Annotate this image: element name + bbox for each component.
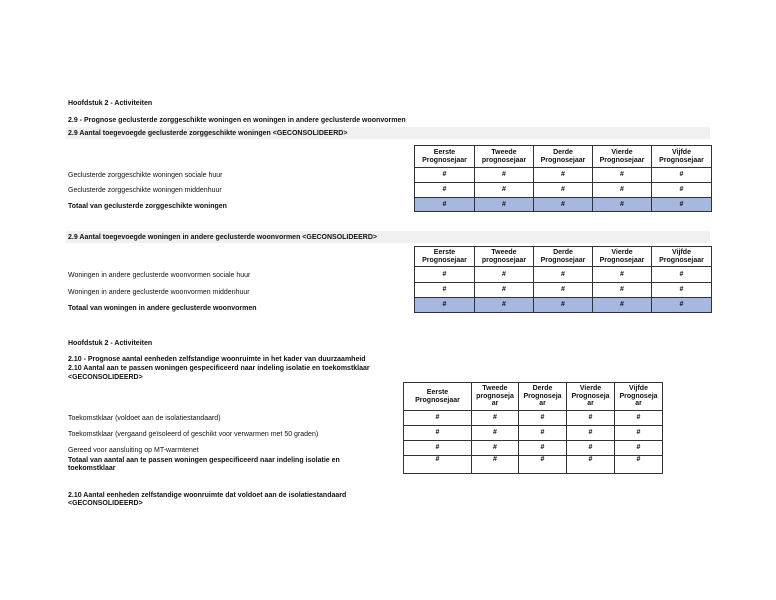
data-table — [414, 246, 712, 313]
total-cell: # — [472, 456, 519, 474]
total-cell: # — [475, 298, 534, 313]
table-header-row — [415, 146, 712, 168]
column-header: Derde Prognoseja ar — [519, 383, 567, 411]
column-header: Eerste Prognosejaar — [404, 383, 472, 411]
input-cell[interactable]: # — [415, 283, 475, 298]
chapter-heading: Hoofdstuk 2 - Activiteiten — [68, 100, 153, 107]
input-cell[interactable]: # — [404, 441, 472, 456]
row-label: Geclusterde zorggeschikte woningen sociale huur — [68, 172, 223, 179]
column-header: Tweede prognosejaar — [475, 146, 534, 168]
input-cell[interactable]: # — [534, 183, 593, 198]
column-header: Eerste Prognosejaar — [415, 146, 475, 168]
row-label: Woningen in andere geclusterde woonvormen sociale huur — [68, 272, 251, 279]
input-cell[interactable]: # — [519, 411, 567, 426]
row-label: Toekomstklaar (voldoet aan de isolatiestandaard) — [68, 415, 221, 422]
total-cell: # — [593, 198, 652, 212]
input-cell[interactable]: # — [415, 267, 475, 283]
input-cell[interactable]: # — [519, 441, 567, 456]
column-header: Tweede prognoseja ar — [472, 383, 519, 411]
total-row-label: Totaal van geclusterde zorggeschikte woningen — [68, 203, 227, 210]
input-cell[interactable]: # — [615, 426, 663, 441]
chapter-heading: Hoofdstuk 2 - Activiteiten — [68, 340, 153, 347]
input-cell[interactable]: # — [534, 283, 593, 298]
total-row-label: Totaal van woningen in andere geclusterde woonvormen — [68, 305, 257, 312]
input-cell[interactable]: # — [472, 441, 519, 456]
column-header: Vijfde Prognosejaar — [652, 146, 712, 168]
total-cell: # — [519, 456, 567, 474]
table-row — [415, 183, 712, 198]
total-cell: # — [593, 298, 652, 313]
total-row — [415, 298, 712, 313]
row-label: Woningen in andere geclusterde woonvormen middenhuur — [68, 289, 250, 296]
total-row — [415, 198, 712, 212]
column-header: Vierde Prognoseja ar — [567, 383, 615, 411]
input-cell[interactable]: # — [415, 168, 475, 183]
table-title-continued: <GECONSOLIDEERD> — [68, 500, 143, 507]
input-cell[interactable]: # — [472, 426, 519, 441]
input-cell[interactable]: # — [615, 411, 663, 426]
column-header: Vierde Prognosejaar — [593, 247, 652, 267]
column-header: Vijfde Prognosejaar — [652, 247, 712, 267]
table-title: 2.10 Aantal eenheden zelfstandige woonruimte dat voldoet aan de isolatiestandaard — [68, 492, 347, 499]
column-header: Eerste Prognosejaar — [415, 247, 475, 267]
table-title: 2.9 Aantal toegevoegde geclusterde zorggeschikte woningen <GECONSOLIDEERD> — [68, 130, 348, 137]
total-cell: # — [615, 456, 663, 474]
table-header-row — [404, 383, 663, 411]
input-cell[interactable]: # — [472, 411, 519, 426]
input-cell[interactable]: # — [652, 168, 712, 183]
total-cell: # — [652, 298, 712, 313]
input-cell[interactable]: # — [475, 168, 534, 183]
table-title: 2.10 Aantal aan te passen woningen gespecificeerd naar indeling isolatie en toekomstklaar — [68, 365, 370, 372]
column-header: Vijfde Prognoseja ar — [615, 383, 663, 411]
input-cell[interactable]: # — [534, 267, 593, 283]
total-cell: # — [534, 298, 593, 313]
column-header: Tweede prognosejaar — [475, 247, 534, 267]
total-cell: # — [404, 456, 472, 474]
input-cell[interactable]: # — [519, 426, 567, 441]
input-cell[interactable]: # — [615, 441, 663, 456]
total-cell: # — [567, 456, 615, 474]
input-cell[interactable]: # — [593, 183, 652, 198]
input-cell[interactable]: # — [593, 168, 652, 183]
column-header: Derde Prognosejaar — [534, 247, 593, 267]
data-table — [403, 382, 663, 474]
input-cell[interactable]: # — [567, 426, 615, 441]
row-label: Toekomstklaar (vergaand geïsoleerd of geschikt voor verwarmen met 50 graden) — [68, 431, 319, 438]
table-title: 2.9 Aantal toegevoegde woningen in andere geclusterde woonvormen <GECONSOLIDEERD> — [68, 234, 377, 241]
total-cell: # — [652, 198, 712, 212]
input-cell[interactable]: # — [652, 183, 712, 198]
table-header-row — [415, 247, 712, 267]
total-cell: # — [415, 298, 475, 313]
input-cell[interactable]: # — [652, 267, 712, 283]
table-row — [415, 168, 712, 183]
input-cell[interactable]: # — [475, 283, 534, 298]
section-subtitle: 2.10 - Prognose aantal eenheden zelfstandige woonruimte in het kader van duurzaamheid — [68, 356, 366, 363]
input-cell[interactable]: # — [567, 441, 615, 456]
total-row-label-continued: toekomstklaar — [68, 465, 116, 472]
input-cell[interactable]: # — [567, 411, 615, 426]
data-table — [414, 145, 712, 212]
row-label: Gereed voor aansluiting op MT-warmtenet — [68, 447, 199, 454]
table-row — [404, 426, 663, 441]
total-row-label: Totaal van aantal aan te passen woningen gespecificeerd naar indeling isolatie en — [68, 457, 340, 464]
input-cell[interactable]: # — [475, 183, 534, 198]
input-cell[interactable]: # — [593, 267, 652, 283]
row-label: Geclusterde zorggeschikte woningen middenhuur — [68, 187, 222, 194]
table-row — [415, 283, 712, 298]
table-row — [404, 411, 663, 426]
total-cell: # — [534, 198, 593, 212]
total-cell: # — [415, 198, 475, 212]
input-cell[interactable]: # — [404, 411, 472, 426]
table-row — [404, 441, 663, 456]
table-row — [415, 267, 712, 283]
input-cell[interactable]: # — [593, 283, 652, 298]
input-cell[interactable]: # — [475, 267, 534, 283]
total-row — [404, 456, 663, 474]
input-cell[interactable]: # — [415, 183, 475, 198]
input-cell[interactable]: # — [652, 283, 712, 298]
section-subtitle: 2.9 - Prognose geclusterde zorggeschikte woningen en woningen in andere geclusterde woonvormen — [68, 117, 406, 124]
table-title-continued: <GECONSOLIDEERD> — [68, 374, 143, 381]
column-header: Vierde Prognosejaar — [593, 146, 652, 168]
input-cell[interactable]: # — [534, 168, 593, 183]
total-cell: # — [475, 198, 534, 212]
input-cell[interactable]: # — [404, 426, 472, 441]
column-header: Derde Prognosejaar — [534, 146, 593, 168]
